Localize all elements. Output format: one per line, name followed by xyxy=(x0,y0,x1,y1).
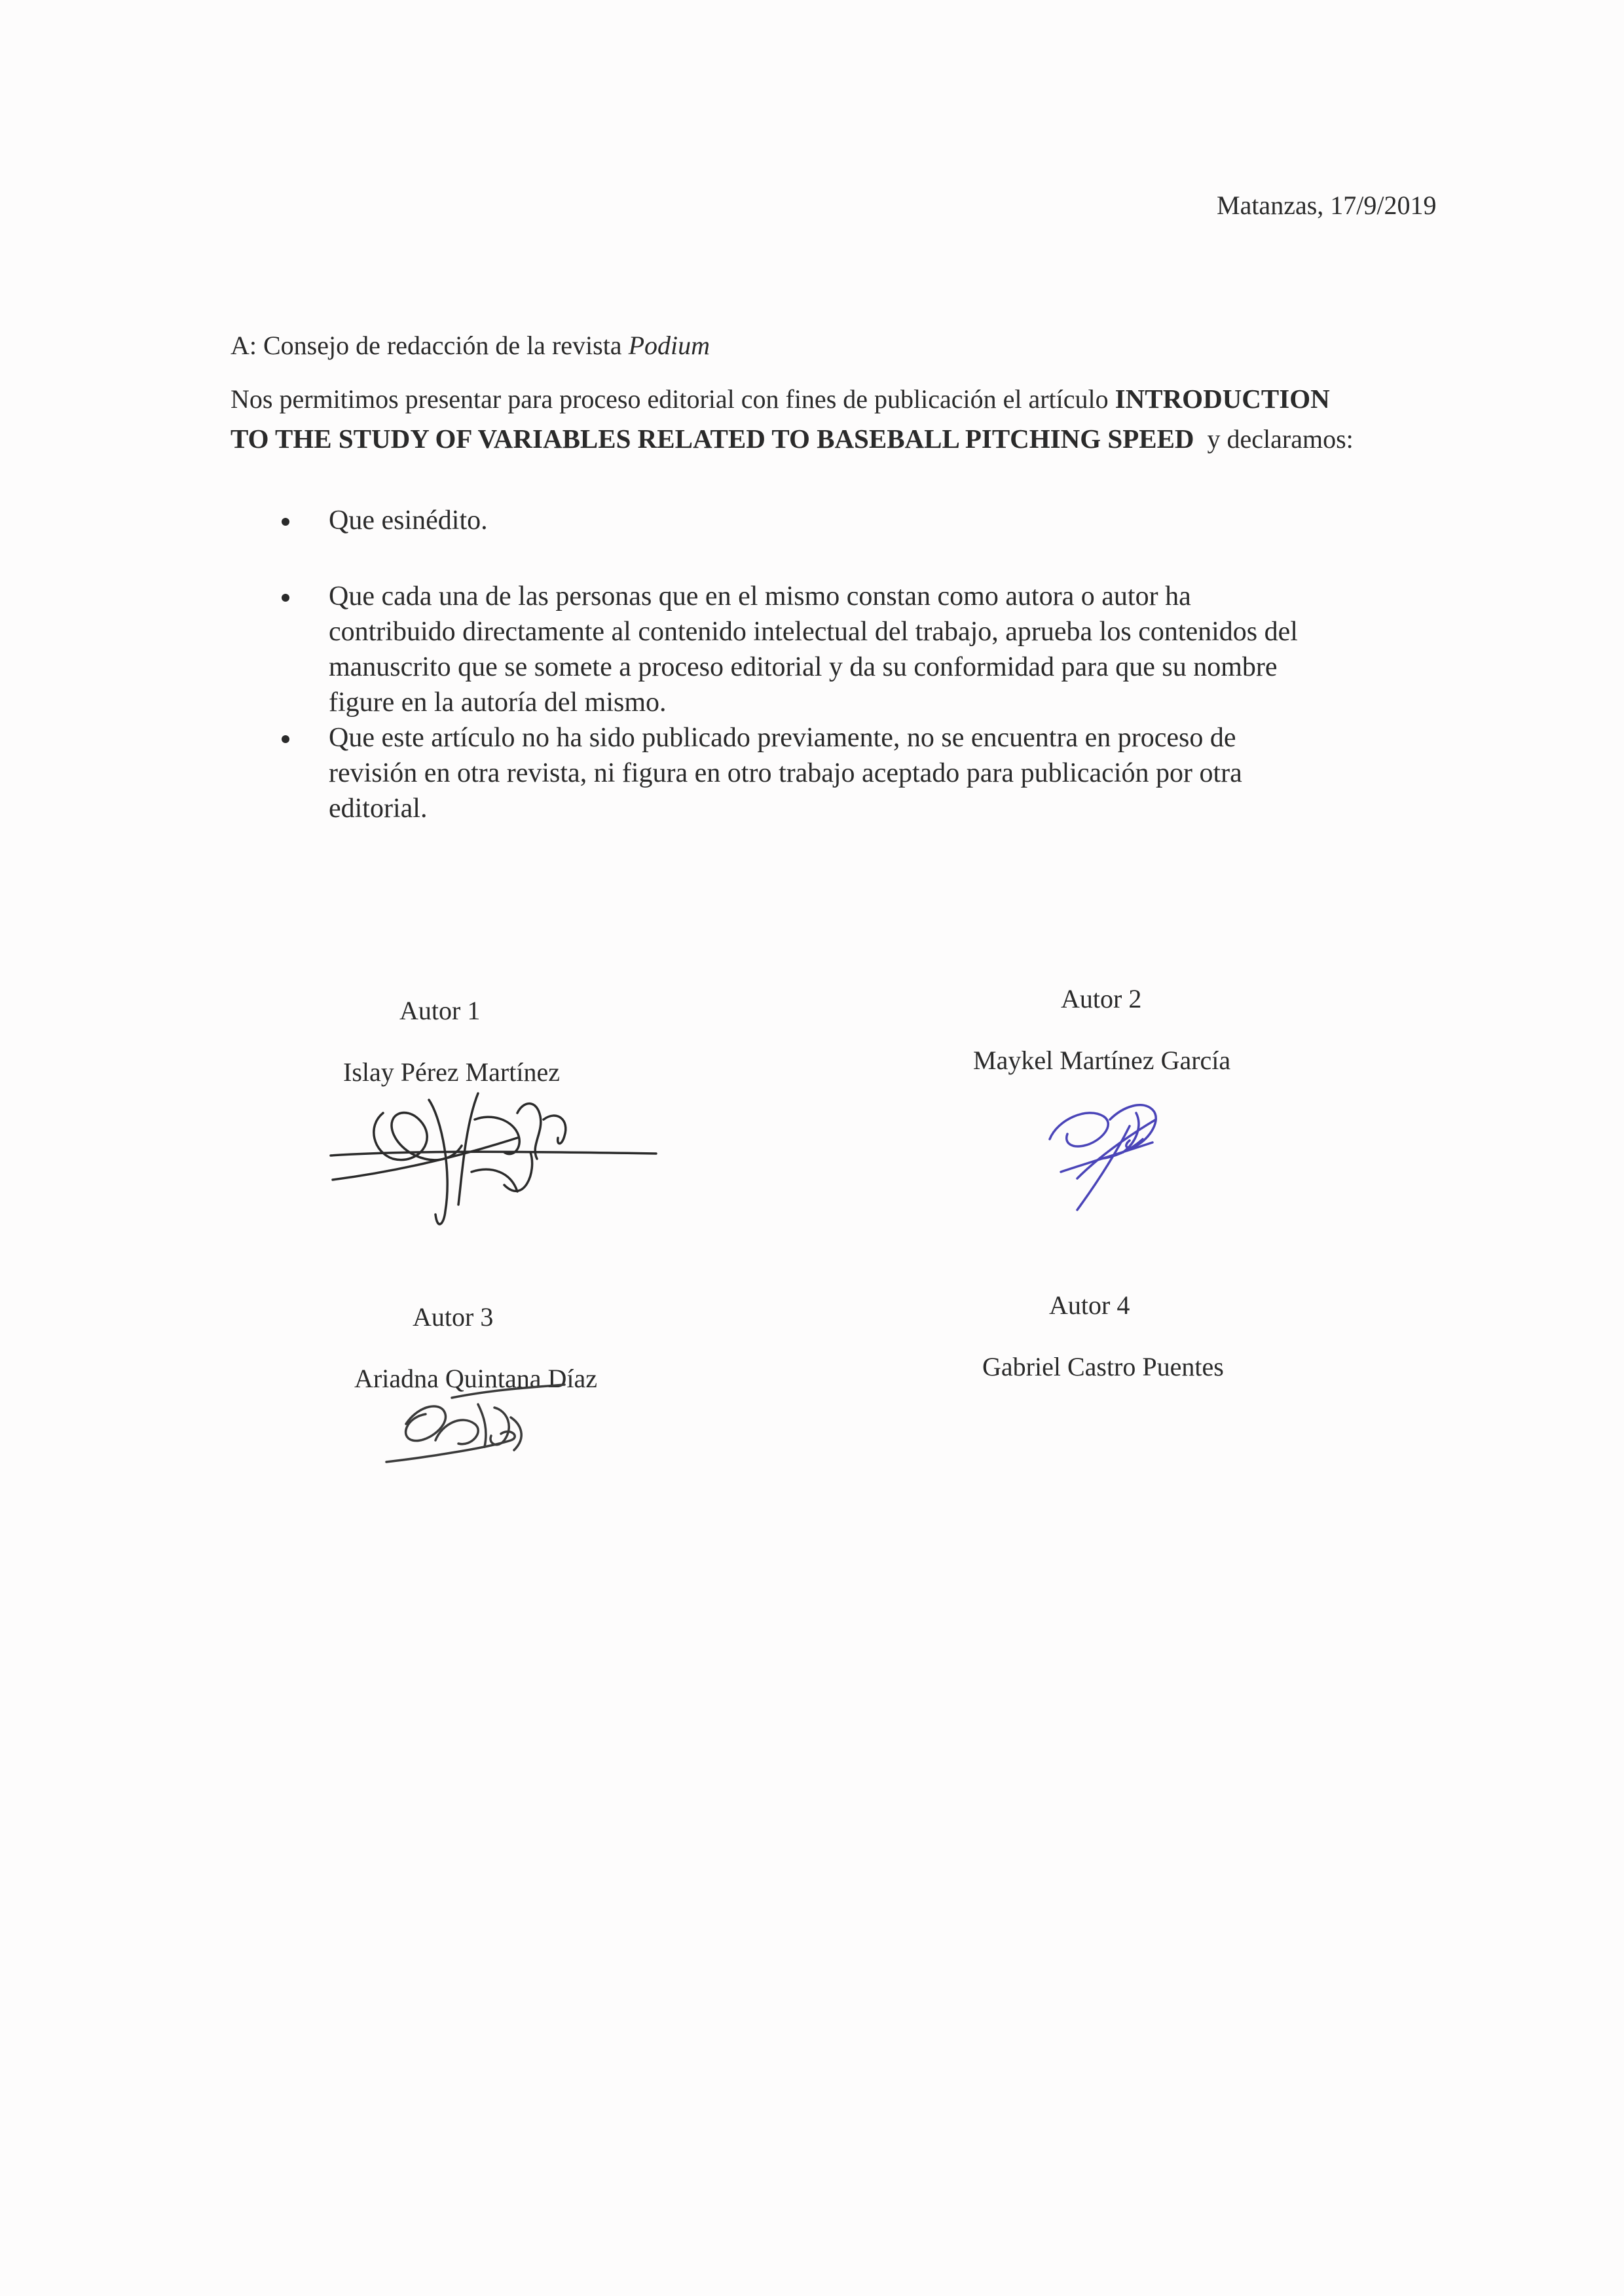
article-title-part-2: TO THE STUDY OF VARIABLES RELATED TO BASEBALL PITCHING SPEED xyxy=(231,424,1194,454)
declaration-item xyxy=(282,579,1454,720)
bullet-icon xyxy=(282,735,289,743)
addressee-line xyxy=(231,329,710,363)
declaration-line: Que cada una de las personas que en el mismo constan como autora o autor ha xyxy=(329,581,1191,611)
declaration-line: Que este artículo no ha sido publicado previamente, no se encuentra en proceso de xyxy=(329,723,1236,753)
declaration-list xyxy=(282,503,1454,826)
article-title-part-1: INTRODUCTION xyxy=(1115,384,1330,414)
declaration-line: manuscrito que se somete a proceso editorial y da su conformidad para que su nombre xyxy=(329,652,1278,682)
declaration-line: figure en la autoría del mismo. xyxy=(329,687,667,718)
intro-line-2 xyxy=(231,414,1449,464)
declaration-line: contribuido directamente al contenido intelectual del trabajo, aprueba los contenidos del xyxy=(329,617,1298,647)
author-2-signature xyxy=(1038,1080,1175,1218)
author-3-signature xyxy=(380,1378,570,1476)
author-1-signature xyxy=(321,1074,668,1244)
author-3-name: Ariadna Quintana Díaz xyxy=(354,1364,597,1393)
bullet-icon xyxy=(282,518,289,526)
letter-date: Matanzas, 17/9/2019 xyxy=(1217,191,1437,220)
author-3-label: Autor 3 xyxy=(413,1302,494,1332)
declaration-item xyxy=(282,503,1454,538)
author-2-label: Autor 2 xyxy=(1061,984,1142,1013)
journal-name: Podium xyxy=(628,331,710,360)
intro-paragraph xyxy=(231,374,1449,464)
author-1-label: Autor 1 xyxy=(399,996,481,1025)
addressee-prefix: A: Consejo de redacción de la revista xyxy=(231,331,622,360)
declaration-line: revisión en otra revista, ni figura en otro trabajo aceptado para publicación por otra xyxy=(329,758,1242,788)
author-4-label: Autor 4 xyxy=(1049,1290,1130,1320)
author-1-name: Islay Pérez Martínez xyxy=(343,1057,560,1087)
bullet-icon xyxy=(282,594,289,602)
author-2-name: Maykel Martínez García xyxy=(973,1046,1231,1075)
declaration-line: Que esinédito. xyxy=(329,505,488,536)
intro-closing: y declaramos: xyxy=(1207,424,1354,454)
author-4-name: Gabriel Castro Puentes xyxy=(982,1352,1224,1381)
intro-text: Nos permitimos presentar para proceso editorial con fines de publicación el artículo xyxy=(231,384,1109,414)
declaration-item xyxy=(282,720,1454,826)
declaration-line: editorial. xyxy=(329,793,428,824)
